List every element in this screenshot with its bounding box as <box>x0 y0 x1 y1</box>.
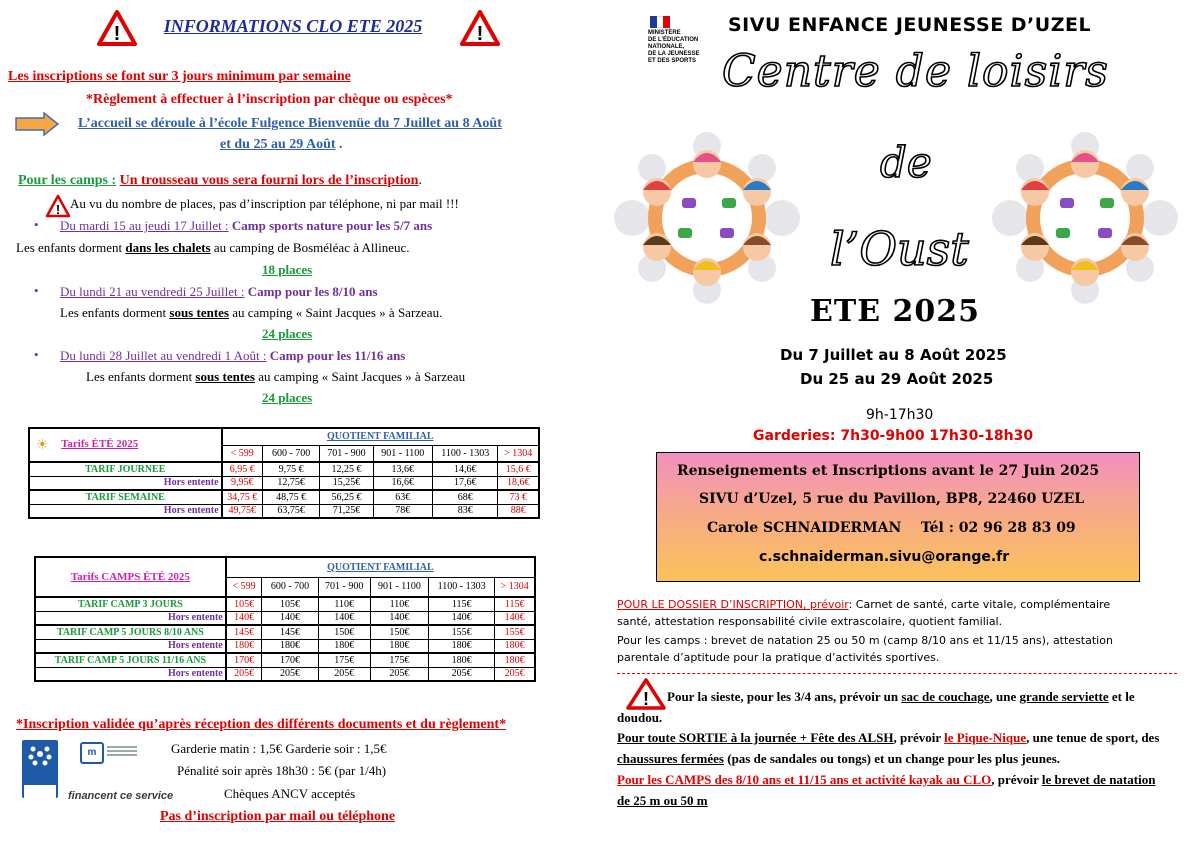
sun-icon: ☀ <box>36 437 49 453</box>
table-cell: 180€ <box>318 639 370 653</box>
header-cell: < 599 <box>222 445 263 462</box>
camp3-sleep-pre: Les enfants dorment <box>86 369 196 384</box>
table-cell: 78€ <box>373 504 432 518</box>
caf-logo <box>22 740 58 798</box>
payment-notice: *Règlement à effectuer à l’inscription par chèque ou espèces* <box>86 92 453 107</box>
header-cell: 600 - 700 <box>262 445 319 462</box>
row-label: Hors entente <box>35 667 226 681</box>
table-cell: 205€ <box>495 667 535 681</box>
garderies-hours: Garderies: 7h30-9h00 17h30-18h30 <box>753 428 1034 444</box>
table-cell: 12,25 € <box>320 462 373 476</box>
title-oust: l’Oust <box>830 222 969 276</box>
garderie-prices: Garderie matin : 1,5€ Garderie soir : 1,5€ <box>171 741 387 756</box>
warning-icon <box>97 10 137 46</box>
camp2-dates: Du lundi 21 au vendredi 25 Juillet : <box>60 284 245 299</box>
table-cell: 180€ <box>429 653 495 667</box>
table-cell: 105€ <box>226 597 262 611</box>
camp2-sleep-post: au camping « Saint Jacques » à Sarzeau. <box>228 305 443 320</box>
box-line1: Renseignements et Inscriptions avant le 27 Juin 2025 <box>677 463 1100 479</box>
ministere-line: NATIONALE, <box>648 44 685 50</box>
table-cell: 205€ <box>318 667 370 681</box>
camp1-sleep-post: au camping de Bosméléac à Allineuc. <box>210 240 410 255</box>
table-cell: 205€ <box>370 667 428 681</box>
table-cell: 155€ <box>429 625 495 639</box>
dossier-paragraph <box>617 596 1145 630</box>
table-cell: 115€ <box>495 597 535 611</box>
table-cell: 71,25€ <box>320 504 373 518</box>
ministere-line: ET DES SPORTS <box>648 58 697 64</box>
row-label: Hors entente <box>35 611 226 625</box>
header-cell: 701 - 900 <box>318 577 370 597</box>
box-line3: Carole SCHNAIDERMAN Tél : 02 96 28 83 09 <box>707 520 1076 536</box>
table-cell: 49,75€ <box>222 504 263 518</box>
camps2-red: Pour les CAMPS des 8/10 ans et 11/15 ans et activité kayak au CLO <box>617 772 992 787</box>
table-cell: 150€ <box>370 625 428 639</box>
trousseau-notice: Un trousseau vous sera fourni lors de l’inscription <box>119 173 419 188</box>
qf-header: QUOTIENT FAMILIAL <box>222 428 539 445</box>
camp3-sleep-post: au camping « Saint Jacques » à Sarzeau <box>254 369 466 384</box>
table-cell: 180€ <box>495 653 535 667</box>
table-cell: 140€ <box>318 611 370 625</box>
financent-label: financent ce service <box>68 790 174 802</box>
table-cell: 9,75 € <box>262 462 319 476</box>
ministere-line: MINISTÈRE <box>648 30 681 36</box>
places-warning: Au vu du nombre de places, pas d’inscription par téléphone, ni par mail !!! <box>70 196 459 211</box>
table-cell: 140€ <box>262 611 318 625</box>
ministere-line: DE L’ÉDUCATION <box>648 37 699 43</box>
camps2-u: le brevet de natation de 25 m ou 50 m <box>617 772 1156 808</box>
table-cell: 140€ <box>429 611 495 625</box>
tarifs-camps-label: Tarifs CAMPS ÉTÉ 2025 <box>70 571 190 583</box>
table-cell: 180€ <box>429 639 495 653</box>
camps2-paragraph <box>617 769 1167 811</box>
table-cell: 145€ <box>262 625 318 639</box>
table-cell: 17,6€ <box>432 476 498 490</box>
sieste-pre: Pour la sieste, pour les 3/4 ans, prévoir un <box>667 689 902 704</box>
msa-logo: m <box>80 742 104 764</box>
table-cell: 12,75€ <box>262 476 319 490</box>
table-cell: 14,6€ <box>432 462 498 476</box>
camp3-sleep-em: sous tentes <box>195 369 255 384</box>
table-cell: 110€ <box>370 597 428 611</box>
table-cell: 83€ <box>432 504 498 518</box>
svg-text:!: ! <box>476 23 484 45</box>
sortie-mid: , prévoir <box>893 730 945 745</box>
row-label: Hors entente <box>29 476 222 490</box>
sieste-u1: sac de couchage <box>901 689 990 704</box>
box-line2: SIVU d’Uzel, 5 rue du Pavillon, BP8, 22460 UZEL <box>699 491 1085 507</box>
penalty-notice: Pénalité soir après 18h30 : 5€ (par 1/4h) <box>177 763 387 778</box>
ete-title: ETE 2025 <box>810 294 980 329</box>
trousseau-dot: . <box>418 173 422 188</box>
arrow-right-icon <box>14 112 60 136</box>
table-cell: 105€ <box>262 597 318 611</box>
camp1-dates: Du mardi 15 au jeudi 17 Juillet : <box>60 218 229 233</box>
header-cell: 1100 - 1303 <box>432 445 498 462</box>
header-title: SIVU ENFANCE JEUNESSE D’UZEL <box>728 14 1092 36</box>
camps-label: Pour les camps : <box>18 173 117 188</box>
validation-notice <box>16 717 506 733</box>
camp2-sleep-em: sous tentes <box>169 305 229 320</box>
no-mail-notice: Pas d’inscription par mail ou téléphone <box>160 809 396 824</box>
flag-icon <box>650 16 670 28</box>
sortie-u: Pour toute SORTIE à la journée + Fête des ALSH <box>617 730 894 745</box>
svg-text:!: ! <box>55 202 61 217</box>
separator <box>617 673 1177 674</box>
sieste-mid: , une <box>989 689 1020 704</box>
location-line1: L’accueil se déroule à l’école Fulgence Bienvenüe du 7 Juillet au 8 Août <box>78 116 502 131</box>
validation-text: *Inscription validée qu’après réception des différents documents et du règlement* <box>16 717 507 732</box>
table-cell: 73 € <box>498 490 539 504</box>
camp3-places: 24 places <box>262 390 313 405</box>
table-cell: 48,75 € <box>262 490 319 504</box>
header-cell: 1100 - 1303 <box>429 577 495 597</box>
sortie-mid2: , une tenue de sport, des <box>1026 730 1160 745</box>
table-cell: 170€ <box>262 653 318 667</box>
table-cell: 155€ <box>495 625 535 639</box>
table-cell: 63,75€ <box>262 504 319 518</box>
table-cell: 140€ <box>370 611 428 625</box>
dossier-label: POUR LE DOSSIER D’INSCRIPTION, prévoir <box>617 598 849 611</box>
title-centre: Centre de loisirs <box>722 46 1109 97</box>
qf-header: QUOTIENT FAMILIAL <box>226 557 535 577</box>
location-line2-suffix: . <box>335 137 343 152</box>
tarifs-ete-table <box>28 427 540 519</box>
msa-tagline <box>107 744 137 762</box>
sieste-paragraph <box>617 686 1167 728</box>
camps-requirements: Pour les camps : brevet de natation 25 ou 50 m (camp 8/10 ans et 11/15 ans), attestation parentale d’aptitude pour la pratique d’activités sportives. <box>617 634 1113 664</box>
table-cell: 16,6€ <box>373 476 432 490</box>
sortie-paragraph <box>617 727 1167 769</box>
warning-icon <box>460 10 500 46</box>
warning-icon <box>45 194 71 218</box>
camps2-mid: , prévoir <box>991 772 1042 787</box>
title-de: de <box>880 138 932 187</box>
table-cell: 150€ <box>318 625 370 639</box>
row-label: TARIF CAMP 3 JOURS <box>35 597 226 611</box>
header-cell: > 1304 <box>495 577 535 597</box>
row-label: Hors entente <box>35 639 226 653</box>
sieste-u2: grande serviette <box>1019 689 1109 704</box>
table-cell: 175€ <box>370 653 428 667</box>
camp1-places: 18 places <box>262 262 313 277</box>
table-cell: 180€ <box>370 639 428 653</box>
svg-text:!: ! <box>643 689 649 709</box>
header-cell: 901 - 1100 <box>370 577 428 597</box>
table-cell: 205€ <box>429 667 495 681</box>
contact-box <box>656 452 1140 582</box>
dates-line1: Du 7 Juillet au 8 Août 2025 <box>780 346 1007 364</box>
kids-circle-illustration <box>990 132 1180 304</box>
hours: 9h-17h30 <box>866 407 934 423</box>
camp2-places: 24 places <box>262 326 313 341</box>
tarifs-camps-table <box>34 556 536 682</box>
svg-text:!: ! <box>113 23 121 45</box>
table-cell: 15,25€ <box>320 476 373 490</box>
table-cell: 63€ <box>373 490 432 504</box>
camp1-title: Camp sports nature pour les 5/7 ans <box>231 218 433 233</box>
table-cell: 15,6 € <box>498 462 539 476</box>
sortie-u2: chaussures fermées <box>617 751 724 766</box>
table-cell: 9,95€ <box>222 476 263 490</box>
camp3-dates: Du lundi 28 Juillet au vendredi 1 Août : <box>60 348 267 363</box>
table-cell: 180€ <box>495 639 535 653</box>
camp1-sleep-pre: Les enfants dorment <box>16 240 126 255</box>
sortie-post: (pas de sandales ou tongs) et un change pour les plus jeunes. <box>724 751 1061 766</box>
camp2-sleep-pre: Les enfants dorment <box>60 305 170 320</box>
camp3-title: Camp pour les 11/16 ans <box>269 348 406 363</box>
table-cell: 115€ <box>429 597 495 611</box>
row-label: TARIF SEMAINE <box>29 490 222 504</box>
contact-email[interactable]: c.schnaiderman.sivu@orange.fr <box>759 549 1010 565</box>
header-cell: < 599 <box>226 577 262 597</box>
row-label: TARIF CAMP 5 JOURS 8/10 ANS <box>35 625 226 639</box>
ministere-logo <box>648 16 718 65</box>
table-cell: 13,6€ <box>373 462 432 476</box>
table-cell: 175€ <box>318 653 370 667</box>
row-label: Hors entente <box>29 504 222 518</box>
page-title: INFORMATIONS CLO ETE 2025 <box>163 16 423 36</box>
table-cell: 170€ <box>226 653 262 667</box>
sieste-post: et le doudou. <box>617 689 1135 725</box>
camp1-sleep-em: dans les chalets <box>125 240 211 255</box>
location-line2: et du 25 au 29 Août <box>220 137 336 152</box>
table-cell: 140€ <box>495 611 535 625</box>
table-cell: 56,25 € <box>320 490 373 504</box>
row-label: TARIF JOURNEE <box>29 462 222 476</box>
table-cell: 145€ <box>226 625 262 639</box>
table-cell: 68€ <box>432 490 498 504</box>
table-cell: 205€ <box>226 667 262 681</box>
table-cell: 88€ <box>498 504 539 518</box>
table-cell: 140€ <box>226 611 262 625</box>
ancv-notice: Chèques ANCV acceptés <box>224 786 356 801</box>
row-label: TARIF CAMP 5 JOURS 11/16 ANS <box>35 653 226 667</box>
header-cell: 901 - 1100 <box>373 445 432 462</box>
table-cell: 34,75 € <box>222 490 263 504</box>
table-cell: 205€ <box>262 667 318 681</box>
sortie-red: le Pique-Nique <box>944 730 1027 745</box>
header-cell: > 1304 <box>498 445 539 462</box>
dossier-text: : Carnet de santé, carte vitale, complémentaire santé, attestation responsabilité civile extrascolaire, quotient familial. <box>617 598 1111 628</box>
kids-circle-illustration <box>612 132 802 304</box>
table-cell: 110€ <box>318 597 370 611</box>
ministere-line: DE LA JEUNESSE <box>648 51 700 57</box>
header-cell: 701 - 900 <box>320 445 373 462</box>
camp2-title: Camp pour les 8/10 ans <box>247 284 378 299</box>
table-cell: 180€ <box>226 639 262 653</box>
min-days-notice: Les inscriptions se font sur 3 jours minimum par semaine <box>8 69 351 84</box>
table-cell: 180€ <box>262 639 318 653</box>
header-cell: 600 - 700 <box>262 577 318 597</box>
dates-line2: Du 25 au 29 Août 2025 <box>800 370 994 388</box>
table-cell: 18,6€ <box>498 476 539 490</box>
tarifs-ete-label: Tarifs ÉTÉ 2025 <box>61 438 139 451</box>
table-cell: 6,95 € <box>222 462 263 476</box>
